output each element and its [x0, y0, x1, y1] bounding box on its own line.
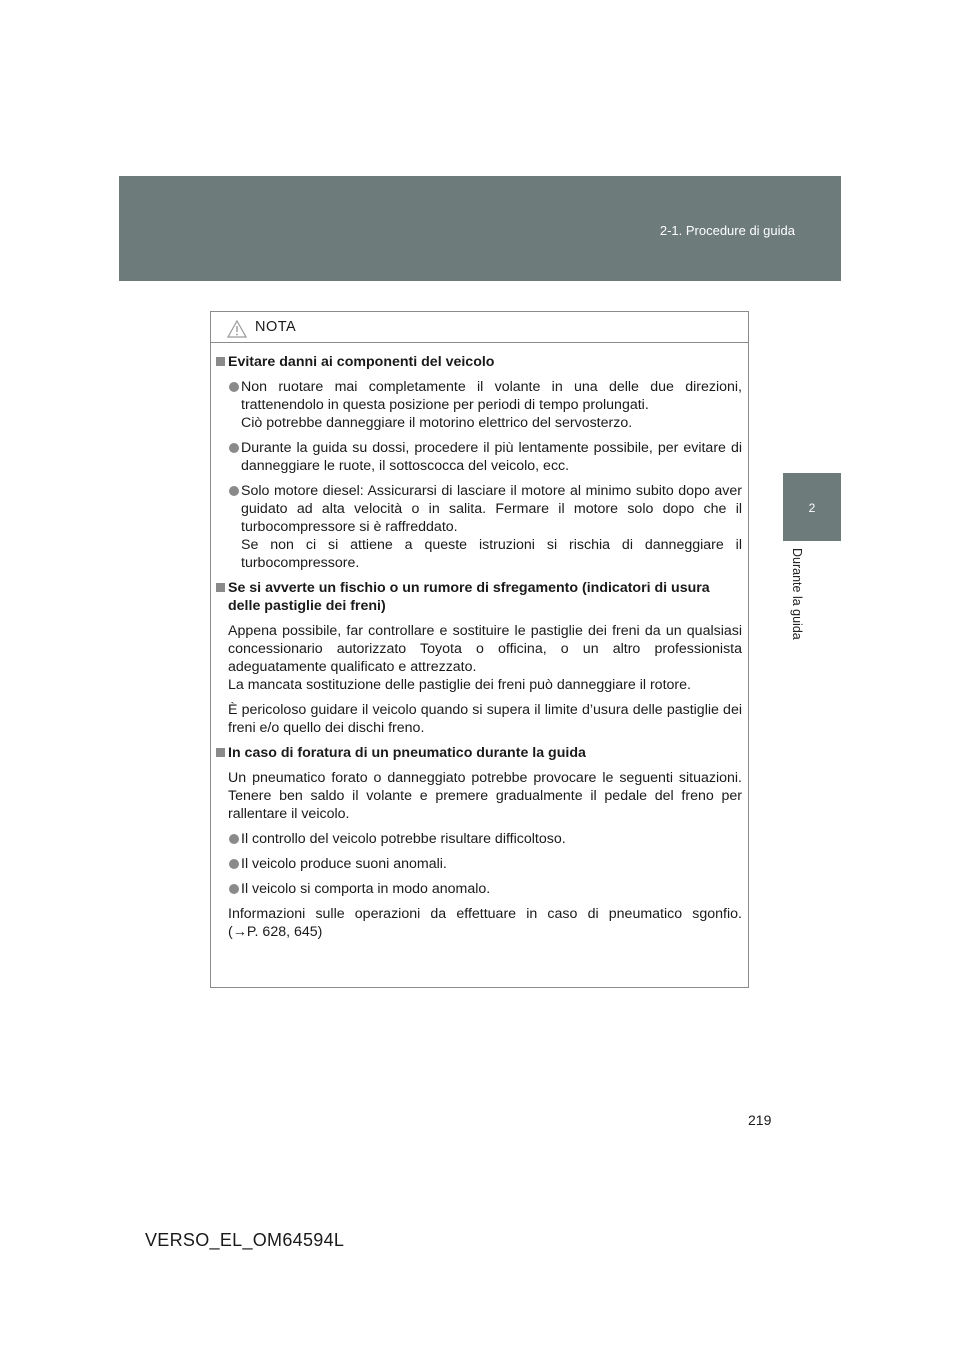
- circle-bullet-icon: [229, 443, 239, 453]
- circle-bullet-icon: [229, 382, 239, 392]
- section-heading: In caso di foratura di un pneumatico durante la guida: [216, 744, 742, 762]
- list-item: Il controllo del veicolo potrebbe risultare difficoltoso.: [216, 830, 742, 848]
- list-item: Il veicolo si comporta in modo anomalo.: [216, 880, 742, 898]
- paragraph: Un pneumatico forato o danneggiato potrebbe provocare le seguenti situazioni. Tenere ben saldo il volante e premere gradualmente il pedale del freno per rallentare il veicolo.: [228, 770, 742, 822]
- square-bullet-icon: [216, 748, 225, 757]
- document-code: VERSO_EL_OM64594L: [145, 1230, 345, 1250]
- list-item: Durante la guida su dossi, procedere il più lentamente possibile, per evitare di danneggiare le ruote, il sottoscocca del veicolo, ecc.: [216, 439, 742, 475]
- section-title: 2-1. Procedure di guida: [659, 223, 795, 238]
- paragraph: È pericoloso guidare il veicolo quando si supera il limite d’usura delle pastiglie dei freni e/o quello dei dischi freno.: [228, 702, 742, 736]
- circle-bullet-icon: [229, 884, 239, 894]
- circle-bullet-icon: [229, 486, 239, 496]
- header-band: [119, 176, 841, 281]
- circle-bullet-icon: [229, 834, 239, 844]
- section-heading: Se si avverte un fischio o un rumore di sfregamento (indicatori di usura delle pastiglie dei freni): [216, 579, 742, 615]
- section-heading: Evitare danni ai componenti del veicolo: [216, 353, 742, 371]
- list-item: Solo motore diesel: Assicurarsi di lasciare il motore al minimo subito dopo aver guidato ad alta velocità o in salita. Fermare il motore solo dopo che il turbocompressore si è raffreddato. Se non ci si attiene a queste istruzioni si rischia di danneggiare il turbocompressore.: [216, 482, 742, 572]
- list-item: Non ruotare mai completamente il volante in una delle due direzioni, trattenendolo in questa posizione per periodi di tempo prolungati. Ciò potrebbe danneggiare il motorino elettrico del servosterzo.: [216, 378, 742, 432]
- square-bullet-icon: [216, 583, 225, 592]
- chapter-number: 2: [808, 501, 816, 515]
- note-content: [211, 343, 748, 941]
- chapter-label: Durante la guida: [790, 548, 804, 640]
- list-item: Il veicolo produce suoni anomali.: [216, 855, 742, 873]
- paragraph: Informazioni sulle operazioni da effettuare in caso di pneumatico sgonfio. (→P. 628, 645): [228, 906, 742, 940]
- page-reference: (→P. 628, 645): [228, 924, 323, 940]
- note-header: [211, 312, 748, 343]
- paragraph: Appena possibile, far controllare e sostituire le pastiglie dei freni da un qualsiasi concessionario autorizzato Toyota o officina, o un altro professionista adeguatamente qualificato e attrezzato. La mancata sostituzione delle pastiglie dei freni può danneggiare il rotore.: [228, 623, 742, 693]
- note-box: [210, 311, 749, 988]
- page-number: 219: [748, 1112, 772, 1128]
- square-bullet-icon: [216, 357, 225, 366]
- note-title: NOTA: [255, 319, 297, 335]
- chapter-tab: [783, 473, 841, 541]
- circle-bullet-icon: [229, 859, 239, 869]
- warning-icon: [227, 320, 247, 338]
